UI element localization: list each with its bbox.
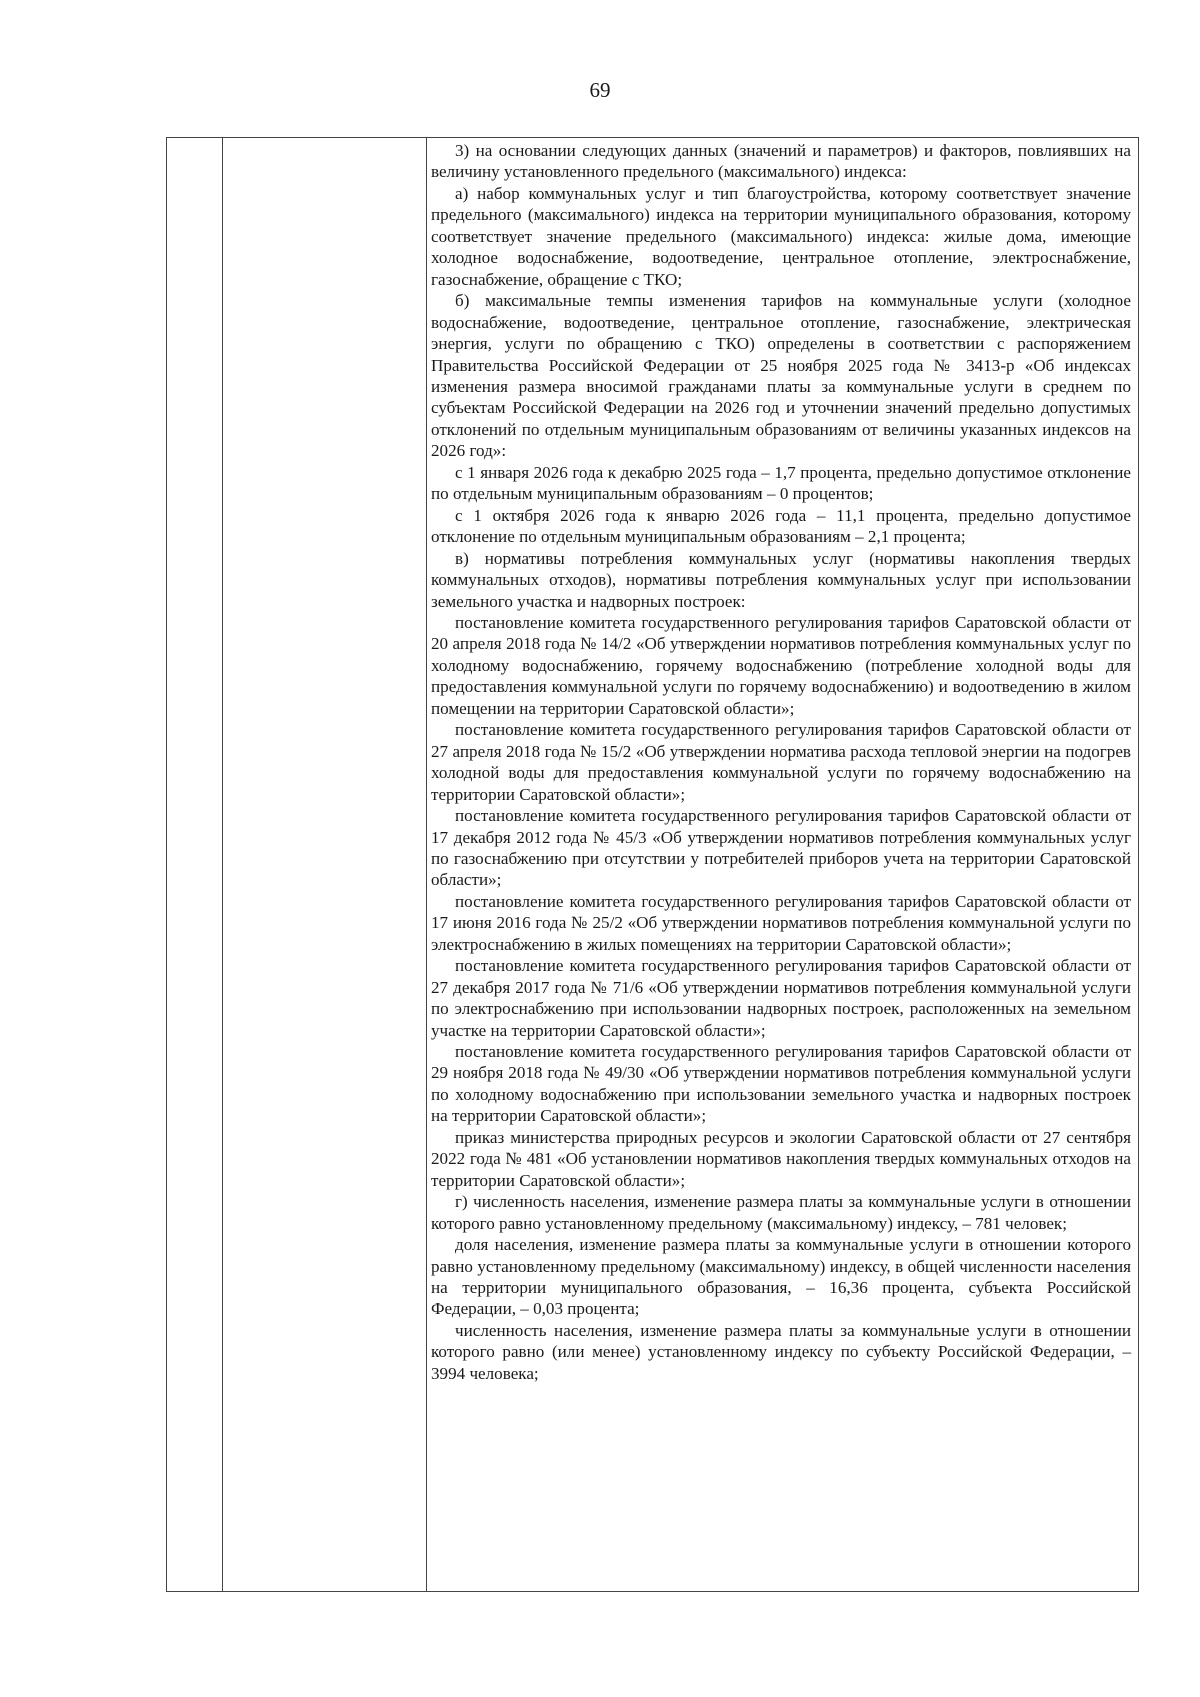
paragraph: приказ министерства природных ресурсов и экологии Саратовской области от 27 сентября 2022 года № 481 «Об установлении нормативов накопления твердых коммунальных отходов на территории Саратовской области»;: [431, 1127, 1131, 1190]
paragraph: 3) на основании следующих данных (значений и параметров) и факторов, повлиявших на величину установленного предельного (максимального) индекса:: [431, 141, 1131, 182]
paragraph: постановление комитета государственного регулирования тарифов Саратовской области от 27 декабря 2017 года № 71/6 «Об утверждении нормативов потребления коммунальной услуги по электроснабжению при использовании надворных построек, расположенных на земельном участке на территории Саратовской области»;: [431, 956, 1131, 1040]
page-number: 69: [589, 78, 611, 102]
paragraph: б) максимальные темпы изменения тарифов на коммунальные услуги (холодное водоснабжение, водоотведение, центральное отопление, газоснабжение, электрическая энергия, услуги по обращению с ТКО) определены в соответствии с распоряжением Правительства Российской Федерации от 25 ноября 2025 года № 3413-р «Об индексах изменения размера вносимой гражданами платы за коммунальные услуги в среднем по субъектам Российской Федерации на 2026 год и уточнении значений предельно допустимых отклонений по отдельным муниципальным образованиям от величины указанных индексов на 2026 год»:: [431, 291, 1131, 461]
paragraph: доля населения, изменение размера платы за коммунальные услуги в отношении которого равно установленному предельному (максимальному) индексу, в общей численности населения на территории муниципального образования, – 16,36 процента, субъекта Российской Федерации, – 0,03 процента;: [431, 1235, 1131, 1319]
paragraph: г) численность населения, изменение размера платы за коммунальные услуги в отношении которого равно установленному предельному (максимальному) индексу, – 781 человек;: [431, 1192, 1131, 1233]
document-table: [166, 137, 1139, 1592]
paragraph: постановление комитета государственного регулирования тарифов Саратовской области от 20 апреля 2018 года № 14/2 «Об утверждении нормативов потребления коммунальных услуг по холодному водоснабжению, горячему водоснабжению (потребление холодной воды для предоставления коммунальной услуги по горячему водоснабжению) и водоотведению в жилом помещении на территории Саратовской области»;: [431, 612, 1131, 718]
paragraph: постановление комитета государственного регулирования тарифов Саратовской области от 27 апреля 2018 года № 15/2 «Об утверждении норматива расхода тепловой энергии на подогрев холодной воды для предоставления коммунальной услуги по горячему водоснабжению на территории Саратовской области»;: [431, 720, 1131, 804]
column-divider: [426, 138, 427, 1591]
paragraph: численность населения, изменение размера платы за коммунальные услуги в отношении которого равно (или менее) установленному индексу по субъекту Российской Федерации, – 3994 человека;: [431, 1320, 1131, 1383]
paragraph: постановление комитета государственного регулирования тарифов Саратовской области от 29 ноября 2018 года № 49/30 «Об утверждении нормативов потребления коммунальной услуги по холодному водоснабжению при использовании земельного участка и надворных построек на территории Саратовской области»;: [431, 1042, 1131, 1126]
paragraph: а) набор коммунальных услуг и тип благоустройства, которому соответствует значение предельного (максимального) индекса на территории муниципального образования, которому соответствует значение предельного (максимального) индекса: жилые дома, имеющие холодное водоснабжение, водоотведение, центральное отопление, электроснабжение, газоснабжение, обращение с ТКО;: [431, 183, 1131, 289]
paragraph: постановление комитета государственного регулирования тарифов Саратовской области от 17 декабря 2012 года № 45/3 «Об утверждении нормативов потребления коммунальных услуг по газоснабжению при отсутствии у потребителей приборов учета на территории Саратовской области»;: [431, 806, 1131, 890]
table-text-cell: [431, 140, 1131, 1384]
paragraph: в) нормативы потребления коммунальных услуг (нормативы накопления твердых коммунальных отходов), нормативы потребления коммунальных услуг при использовании земельного участка и надворных построек:: [431, 548, 1131, 611]
column-divider: [222, 138, 223, 1591]
paragraph: с 1 января 2026 года к декабрю 2025 года – 1,7 процента, предельно допустимое отклонение по отдельным муниципальным образованиям – 0 процентов;: [431, 462, 1131, 504]
paragraph: с 1 октября 2026 года к январю 2026 года – 11,1 процента, предельно допустимое отклонение по отдельным муниципальным образованиям – 2,1 процента;: [431, 505, 1131, 547]
paragraph: постановление комитета государственного регулирования тарифов Саратовской области от 17 июня 2016 года № 25/2 «Об утверждении нормативов потребления коммунальной услуги по электроснабжению в жилых помещениях на территории Саратовской области»;: [431, 891, 1131, 954]
